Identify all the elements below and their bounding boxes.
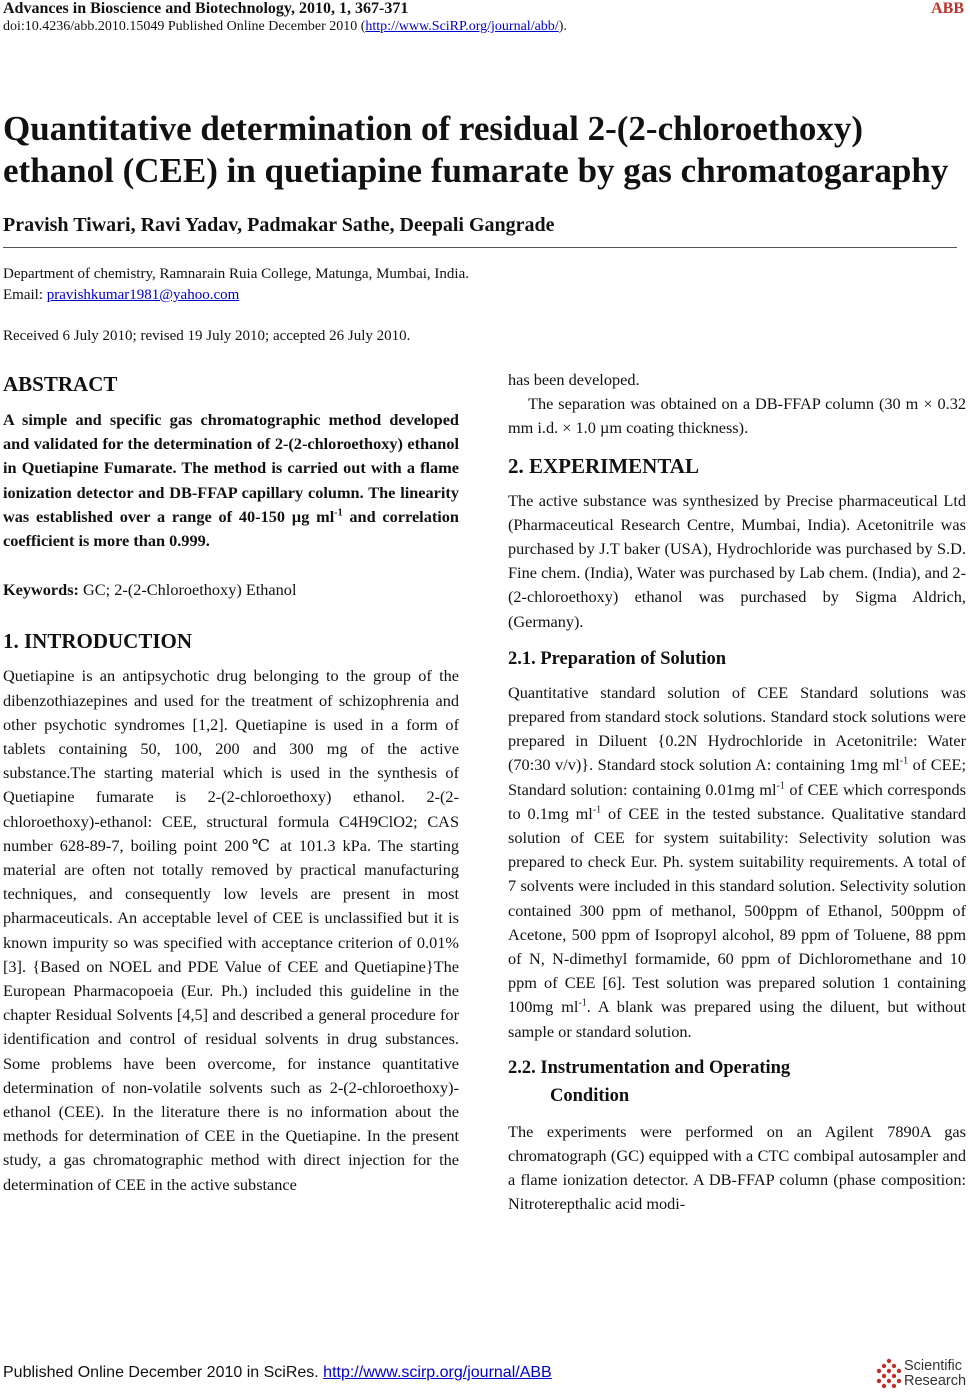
journal-abbreviation: ABB (931, 0, 964, 17)
journal-url-link[interactable]: http://www.SciRP.org/journal/abb/ (365, 19, 559, 34)
footer-published: Published Online December 2010 in SciRes. http://www.scirp.org/journal/ABB (3, 1364, 552, 1381)
doi-prefix: doi:10.4236/abb.2010.15049 Published Online December 2010 ( (3, 19, 366, 34)
left-column (3, 368, 459, 1197)
right-column (508, 368, 966, 1217)
abstract-heading: ABSTRACT (3, 372, 118, 396)
keywords (3, 578, 459, 602)
keywords-label: Keywords: (3, 580, 79, 600)
introduction-text: Quetiapine is an antipsychotic drug belonging to the group of the dibenzothiazepines and used for the treatment of schizophrenia and other psychotic syndromes [1,2]. Quetiapine is used in a form of tablets containing 50, 100, 200 and 300 mg of the active substance.The starting material which is used in the synthesis of Quetiapine fumarate is 2-(2-chloroethoxy) ethanol. 2-(2-chloroethoxy)-ethanol: CEE, structural formula C4H9ClO2; CAS number 628-89-7, boiling point 200℃ at 101.3 kPa. The starting material are often not totally removed by practical manufacturing techniques, and consequently low levels are present in most pharmaceuticals. An acceptable level of CEE is unclassified but it is known impurity so was specified with acceptance criterion of 0.01% [3]. {Based on NOEL and PDE Value of CEE and Quetiapine}The European Pharmacopoeia (Eur. Ph.) included this guideline in the chapter Residual Solvents [4,5] and described a general procedure for identification and control of residual solvents in drug substances. Some problems have been overcome, for instance quantitative determination of non-volatile solvents such as 2-(2-chloroethoxy)-ethanol (CEE). In the literature there is no information about the methods for determination of CEE in the Quetiapine. In the present study, a gas chromatographic method with direct injection for the determination of CEE in the active substance (3, 666, 459, 1194)
abstract-text: A simple and specific gas chromatographic method developed and validated for the determination of 2-(2-chloroethoxy) ethanol in Quetiapine Fumarate. The method is carried out with a flame ionization detector and DB-FFAP capillary column. The linearity was established over a range of 40-150 µg $ml^{-1}$ and correlation coefficient is more than 0.999. (3, 410, 459, 551)
logo-line-2: Research (904, 1373, 967, 1389)
author-list: Pravish Tiwari, Ravi Yadav, Padmakar Sathe, Deepali Gangrade (3, 214, 555, 236)
email-link[interactable]: pravishkumar1981@yahoo.com (46, 287, 240, 303)
paper-title: Quantitative determination of residual 2-(2-chloroethoxy) ethanol (CEE) in quetiapine fumarate by gas chromatogaraphy (3, 109, 949, 190)
preparation-heading: 2.1. Preparation of Solution (508, 648, 727, 669)
experimental-text: The active substance was synthesized by Precise pharmaceutical Ltd (Pharmaceutical Research Centre, Mumbai, India). Acetonitrile was purchased by J.T baker (USA), Hydrochloride was purchased by S.D. Fine chem. (India), Water was purchased by Lab chem. (India), and 2-(2-chloroethoxy) ethanol was purchased by Sigma Aldrich, (Germany). (508, 490, 966, 631)
email-label: Email: (3, 287, 47, 303)
footer-journal-link[interactable]: http://www.scirp.org/journal/ABB (323, 1364, 552, 1381)
logo-line-1: Scientific (904, 1358, 963, 1374)
title-divider (3, 247, 957, 248)
keywords-text: GC; 2-(2-Chloroethoxy) Ethanol (78, 580, 297, 600)
email-line (3, 287, 239, 304)
scientific-research-logo (876, 1358, 966, 1394)
preparation-text: Quantitative standard solution of CEE Standard solutions was prepared from standard stock solutions. Standard stock solutions were prepared in Diluent {0.2N Hydrochloride in Acetonitrile: Water (70:30 v/v)}. Standard stock solution A: containing 1mg $ml^{-1}$ of CEE; Standard solution: containing 0.01mg $ml^{-1}$ of CEE which corresponds to 0.1mg $ml^{-1}$ of CEE in the tested substance. Qualitative standard solution of CEE for system suitability: Selectivity solution was prepared to check Eur. Ph. system suitability requirements. A total of 7 solvents were included in this standard solution. Selectivity solution contained 300 ppm of methanol, 500ppm of Ethanol, 500ppm of Acetone, 500 ppm of Isopropyl alcohol, 89 ppm of Toluene, 88 ppm of N, N-dimethyl formamide, 60 ppm of Dichloromethane and 10 ppm of CEE [6]. Test solution was prepared solution 1 containing 100mg $ml^{-1}$. A blank was prepared using the diluent, but without sample or standard solution. (508, 682, 966, 1041)
separation-text: The separation was obtained on a DB-FFAP column (30 m × 0.32 mm i.d. × 1.0 µm coating thickness). (508, 394, 966, 438)
doi-suffix: ). (558, 19, 567, 34)
doi-line (3, 19, 567, 35)
instrumentation-heading: 2.2. Instrumentation and Operating Condition (508, 1057, 791, 1106)
introduction-heading: 1. INTRODUCTION (3, 629, 193, 654)
instrumentation-text: The experiments were performed on an Agilent 7890A gas chromatograph (GC) equipped with a CTC combipal autosampler and a flame ionization detector. A DB-FFAP column (phase composition: Nitroterepthalic acid modi- (508, 1121, 966, 1214)
experimental-heading: 2. EXPERIMENTAL (508, 453, 699, 478)
sciences-logo-icon (876, 1358, 902, 1392)
affiliation: Department of chemistry, Ramnarain Ruia College, Matunga, Mumbai, India. (3, 266, 469, 282)
continued-text: has been developed. (508, 370, 640, 389)
received-dates: Received 6 July 2010; revised 19 July 2010; accepted 26 July 2010. (3, 328, 411, 344)
journal-citation: Advances in Bioscience and Biotechnology, 2010, 1, 367-371 (3, 0, 409, 17)
